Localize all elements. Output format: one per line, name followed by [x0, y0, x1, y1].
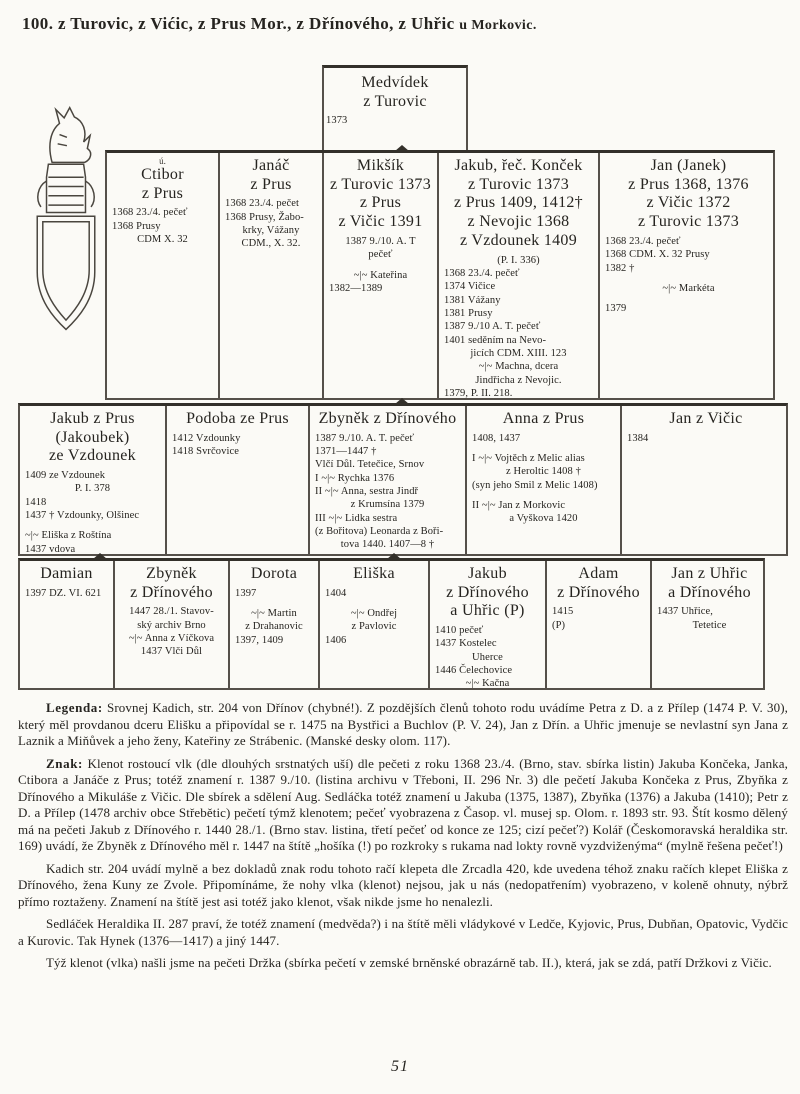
person-name-line: Jakub z Prus — [50, 410, 135, 427]
connector-caret — [387, 553, 401, 559]
person-detail-line: Jindřicha z Nevojic. — [475, 374, 562, 386]
person-detail-line: 1368 CDM. X. 32 Prusy — [605, 249, 710, 261]
person-detail-line: Uherce — [472, 651, 503, 663]
person-details — [603, 235, 774, 316]
person-detail-line: 1373 — [326, 115, 348, 127]
person-detail-line: 1446 Čelechovice — [435, 665, 513, 677]
person-detail-line: ~|~ Ondřej — [350, 608, 398, 620]
person-detail-line: 1401 seděním na Nevo- — [444, 334, 547, 346]
person-detail-line — [233, 600, 315, 607]
person-name-line: z Turovic 1373 — [329, 175, 432, 193]
person-detail-line: a Vyškova 1420 — [509, 513, 578, 525]
person-detail-line: 1381 Vážany — [444, 294, 501, 306]
person-details — [625, 432, 787, 445]
page-number: 51 — [391, 1058, 409, 1075]
person-name-line: z Prus 1368, 1376 — [628, 175, 749, 193]
person-detail-line: I ~|~ Vojtěch z Melic alias — [472, 453, 585, 465]
person-name-line: Anna z Prus — [502, 410, 585, 427]
person-name-line: z Turovic — [363, 92, 427, 110]
person-detail-line: ský archiv Brno — [137, 619, 206, 631]
person-box-damian — [20, 561, 115, 688]
person-detail-line: 1384 — [627, 432, 649, 444]
person-name-line: z Prus 1409, 1412† — [454, 194, 583, 212]
person-name-line: Eliška — [353, 565, 395, 582]
person-name-line: a Uhřic (P) — [450, 602, 525, 620]
person-name-line: Ctibor — [141, 166, 184, 183]
page-title — [22, 14, 537, 34]
paragraph-znak — [18, 756, 788, 855]
person-detail-line: 1379, P. II. 218. — [444, 387, 513, 398]
person-detail-line — [470, 492, 617, 499]
person-details — [313, 432, 462, 552]
connector-caret — [93, 553, 107, 559]
person-detail-line: z Drahanovic — [245, 621, 303, 633]
paragraph-sedlacek — [18, 916, 788, 949]
person-name-line: Zbyněk z Dřínového — [318, 410, 457, 427]
person-detail-line: II ~|~ Anna, sestra Jindř — [315, 486, 419, 498]
sedlacek-body: Sedláček Heraldika II. 287 praví, že totéž znamení (medvěda?) i na štítě měli vládykové v Ledče, Kyjovic, Prus, Dubňan, Opatovic, Vydčic a Kurovic. Tak Hynek (1376—1417) a jiný 1447. — [18, 916, 788, 948]
person-name-line: z Turovic 1373 — [467, 175, 570, 193]
person-detail-line: 1418 Svrčovice — [172, 446, 240, 458]
person-details — [655, 605, 764, 632]
connector-caret — [395, 145, 409, 151]
person-details — [170, 432, 305, 459]
person-name-line: z Nevojic 1368 — [467, 213, 570, 231]
person-detail-line: Tetetice — [692, 619, 727, 631]
person-detail-line: 1387 9./10. A. T. pečeť — [315, 432, 415, 444]
person-name-line: z Prus — [141, 184, 184, 202]
person-detail-line — [470, 445, 617, 452]
person-box-janac-z-prus — [220, 153, 324, 398]
person-name-line: Jan z Uhřic — [671, 565, 748, 582]
person-detail-line: 1406 — [325, 634, 347, 646]
person-detail-line: 1368 23./4. pečet — [225, 198, 300, 210]
person-name-line: z Turovic 1373 — [637, 213, 740, 231]
person-detail-line: P. I. 378 — [74, 483, 111, 495]
legenda-body: Srovnej Kadich, str. 204 von Dřínov (chybné!). Z pozdějších členů tohoto rodu uvádíme Petra z D. a z Přílep (1474 P. V. 30), který měl provdanou dceru Elišku a připovídal se r. 1475 na Bystřici a Buchlov (P. V. 24), Jan z Dřín. a Uhřic jmenuje se nevlastní syn Jana z Laznik a Miňůvek a jeho ženy, Kateřiny ze Strábenic. (Manské desky olom. 117). — [18, 700, 788, 748]
crest-wolf-helm-shield-icon — [24, 103, 108, 335]
person-detail-line: 1412 Vzdounky — [172, 432, 241, 444]
person-detail-line: 1408, 1437 — [472, 432, 521, 444]
person-name-line: ze Vzdounek — [49, 447, 136, 465]
person-detail-line: 1374 Vičice — [444, 281, 496, 293]
person-name-line: z Dřínového — [446, 583, 529, 601]
person-detail-line: ~|~ Markéta — [662, 282, 715, 294]
person-box-miksik-z-turovic — [324, 153, 439, 398]
person-detail-line: krky, Vážany — [242, 225, 300, 237]
person-name-line: Jakub, řeč. Konček — [454, 157, 583, 174]
person-details — [323, 587, 425, 647]
person-detail-line: III ~|~ Lidka sestra — [315, 512, 398, 524]
generation-row-2 — [18, 403, 788, 556]
person-detail-line: 1368 23./4. pečeť — [444, 267, 520, 279]
person-details — [470, 432, 617, 526]
person-detail-line: (P) — [552, 619, 566, 631]
person-detail-line: 1404 — [325, 587, 347, 599]
person-detail-line — [323, 600, 425, 607]
person-box-medvidek-z-turovic — [322, 65, 468, 150]
person-name-line: (Jakoubek) — [55, 428, 130, 446]
generation-row-1 — [105, 150, 775, 400]
person-detail-line: 1368 Prusy — [112, 220, 161, 232]
person-detail-line: II ~|~ Jan z Morkovic — [472, 500, 566, 512]
person-detail-line — [603, 275, 774, 282]
person-box-jakub-z-prus-jakoubek — [20, 406, 167, 554]
person-detail-line: 1397, 1409 — [235, 634, 284, 646]
person-detail-line: 1397 — [235, 587, 257, 599]
person-name-line: Zbyněk — [146, 565, 197, 582]
person-detail-line: pečeť — [368, 249, 393, 261]
person-detail-line: ~|~ Martin — [251, 608, 297, 620]
person-box-jakub-z-drinoveho-a-uhric — [430, 561, 547, 688]
person-detail-line: 1397 DZ. VI. 621 — [25, 587, 102, 599]
person-detail-line: (z Bořitova) Leonarda z Boři- — [315, 526, 444, 538]
person-name-line: Jan (Janek) — [650, 157, 727, 174]
person-name-line: z Dřínového — [557, 583, 640, 601]
person-details — [23, 469, 162, 554]
generation-row-3 — [18, 558, 765, 690]
person-name-line: Janáč — [252, 157, 290, 174]
person-box-podoba-ze-prus — [167, 406, 310, 554]
person-detail-line: z Krumsína 1379 — [350, 499, 425, 511]
person-detail-line: tova 1440. 1407—8 † — [340, 539, 435, 551]
legenda-label: Legenda: — [46, 700, 103, 715]
person-box-jan-z-uhric-a-drinoveho — [652, 561, 767, 688]
person-detail-line — [23, 522, 162, 529]
family-names: z Turovic, z Vićic, z Prus Mor., z Dřínového, z Uhřic — [53, 14, 460, 33]
znak-body: Klenot rostoucí vlk (dle dlouhých srstnatých uší) dle pečeti z roku 1368 23./4. (Brno, stav. sbírka listin) Jakuba Končeka, Janka, Ctibora a Janáče z Prus; totéž znamení r. 1387 9./10. (listina archivu v Třeboni, II. 296 Nr. 3) dle pečetí Jakuba Končeka z Prus, Zbyňka z Dřínového a Mikuláše z Vičic. Dle sbírek a sdělení Aug. Sedláčka totéž znamení u Jakuba (1375, 1387), Zbyňka (1376) a Jakuba (1410); Petr z D. a Přílep (1478 archiv obce Střebětic) pečetí týmž klenotem; pečeť vyobrazena z Časop. vl. musej sp. Olom. r. 1893 str. 93. Štít kosmo dělený má na pečeti Jakub z Dřínového r. 1440 28./1. (Brno stav. listina, třetí pečeť od konce ze 125; cizí pečeť?) Kolář (Českomoravská heraldika str. 169) uvádí, že Zbyněk z Dřínového měl r. 1447 na štítě „hošíka (!) po rozkroky s rukama nad lokty rovně vyzdviženýma“ (mylně řešena pečeť!) — [18, 755, 788, 853]
person-name-line: Podoba ze Prus — [186, 410, 289, 427]
person-box-anna-z-prus — [467, 406, 622, 554]
person-detail-line: CDM X. 32 — [137, 234, 188, 246]
person-detail-line — [327, 262, 434, 269]
person-details — [118, 605, 225, 658]
person-detail-line: Vlčí Důl. Tetečice, Srnov — [315, 459, 425, 471]
person-detail-line: z Pavlovic — [351, 621, 397, 633]
person-box-jan-z-vicic — [622, 406, 790, 554]
paragraph-tyz-klenot — [18, 955, 788, 972]
person-detail-line: 1415 — [552, 606, 574, 618]
person-detail-line: ~|~ Kačna — [465, 678, 510, 688]
person-name-line: Jan z Vičic — [669, 410, 743, 427]
person-detail-line: 1410 pečeť — [435, 625, 484, 637]
person-details — [324, 114, 466, 127]
person-detail-line: 1437 Uhřice, — [657, 606, 714, 618]
person-detail-line: 1409 ze Vzdounek — [25, 470, 106, 482]
person-name-line: Damian — [40, 565, 93, 582]
heraldic-crest-drawing — [24, 103, 108, 335]
paragraph-legenda — [18, 700, 788, 750]
person-detail-line — [603, 295, 774, 302]
person-name-line: Medvídek — [361, 74, 429, 91]
person-box-adam-z-drinoveho — [547, 561, 652, 688]
person-detail-line: 1437 Vlči Důl — [140, 646, 203, 658]
person-details — [223, 197, 319, 250]
person-name-line: z Vzdounek 1409 — [459, 231, 578, 249]
person-details — [433, 624, 542, 688]
person-detail-line: (syn jeho Smil z Melic 1408) — [472, 479, 598, 491]
person-details — [442, 254, 595, 398]
entry-number: 100. — [22, 14, 54, 33]
person-detail-line: ~|~ Machna, dcera — [478, 361, 559, 373]
person-details — [110, 206, 215, 246]
person-detail-line: jicích CDM. XIII. 123 — [470, 347, 567, 359]
person-name-line: z Prus — [250, 175, 292, 193]
person-detail-line: ~|~ Eliška z Roštína — [25, 530, 112, 542]
person-detail-line: 1371—1447 † — [315, 446, 377, 458]
person-detail-line: ~|~ Anna z Víčkova — [128, 633, 215, 645]
connector-caret — [395, 398, 409, 404]
person-name-line: Mikšík — [356, 157, 405, 174]
person-box-dorota — [230, 561, 320, 688]
person-detail-line: 1437 † Vzdounky, Olšinec — [25, 510, 140, 522]
person-detail-line: 1368 23./4. pečeť — [605, 235, 681, 247]
person-name-line: Jakub — [468, 565, 507, 582]
person-detail-line: 1381 Prusy — [444, 307, 493, 319]
person-box-eliska — [320, 561, 430, 688]
person-detail-line: I ~|~ Rychka 1376 — [315, 472, 395, 484]
person-box-jan-janek-z-prus — [600, 153, 777, 398]
person-box-jakub-rec-koncek — [439, 153, 600, 398]
tyz-klenot-body: Týž klenot (vlka) našli jsme na pečeti Držka (sbírka pečetí v zemské brněnské obrazárně tab. II.), která, jak se zdá, patří Držkovi z Vičic. — [46, 955, 772, 970]
person-detail-line: 1437 Kostelec — [435, 638, 497, 650]
person-name-line: z Vičic 1391 — [338, 213, 423, 231]
person-name-line: z Dřínového — [130, 583, 213, 601]
person-detail-line: 1382 † — [605, 262, 635, 274]
person-detail-line: 1387 9./10. A. T — [345, 235, 416, 247]
person-box-zbynek-z-drinoveho — [310, 406, 467, 554]
commentary-text — [18, 700, 788, 978]
person-detail-line: ~|~ Kateřina — [353, 269, 408, 281]
person-detail-line: z Heroltic 1408 † — [506, 466, 581, 478]
person-details — [327, 235, 434, 295]
person-name-line: z Vičic 1372 — [646, 194, 731, 212]
title-suffix: u Morkovic. — [459, 18, 537, 33]
person-detail-line: 1368 23./4. pečeť — [112, 207, 188, 219]
person-detail-line: 1437 vdova — [25, 543, 76, 554]
person-name-line: a Dřínového — [668, 583, 751, 601]
paragraph-kadich — [18, 861, 788, 911]
kadich-body: Kadich str. 204 uvádí mylně a bez dokladů znak rodu tohoto račí klepeta dle Zrcadla 420, kde uvedena téhož znaku račích klepet Eliška z Dřínového, žena Kuny ze Zvole. Připomínáme, že nohy vlka (klenot) nejsou, jak u nás (nedopatřením) vyobrazeno, v koleně ohnuty, nýbrž přímo roztaženy. Znamení na štítě jest asi totéž jako klenot, však nikde jsme ho nenalezli. — [18, 860, 788, 909]
person-name-line: Dorota — [250, 565, 298, 582]
person-detail-line: 1447 28./1. Stavov- — [129, 606, 214, 618]
person-detail-line: 1382—1389 — [329, 282, 383, 294]
person-detail-line: 1379 — [605, 303, 627, 315]
person-detail-line: (P. I. 336) — [497, 254, 540, 266]
person-detail-line: 1418 — [25, 496, 47, 508]
footnote-mark: ú. — [159, 156, 166, 166]
person-box-zbynek-z-drinoveho-2 — [115, 561, 230, 688]
person-detail-line: CDM., X. 32. — [241, 238, 301, 250]
person-detail-line: 1387 9./10 A. T. pečeť — [444, 321, 541, 333]
person-box-ctibor-z-prus — [107, 153, 220, 398]
person-detail-line: 1368 Prusy, Žabo- — [225, 211, 304, 223]
person-details — [233, 587, 315, 647]
person-details — [23, 587, 110, 600]
znak-label: Znak: — [46, 755, 83, 771]
person-name-line: z Prus — [359, 194, 402, 212]
person-name-line: Adam — [578, 565, 619, 582]
person-details — [550, 605, 647, 632]
